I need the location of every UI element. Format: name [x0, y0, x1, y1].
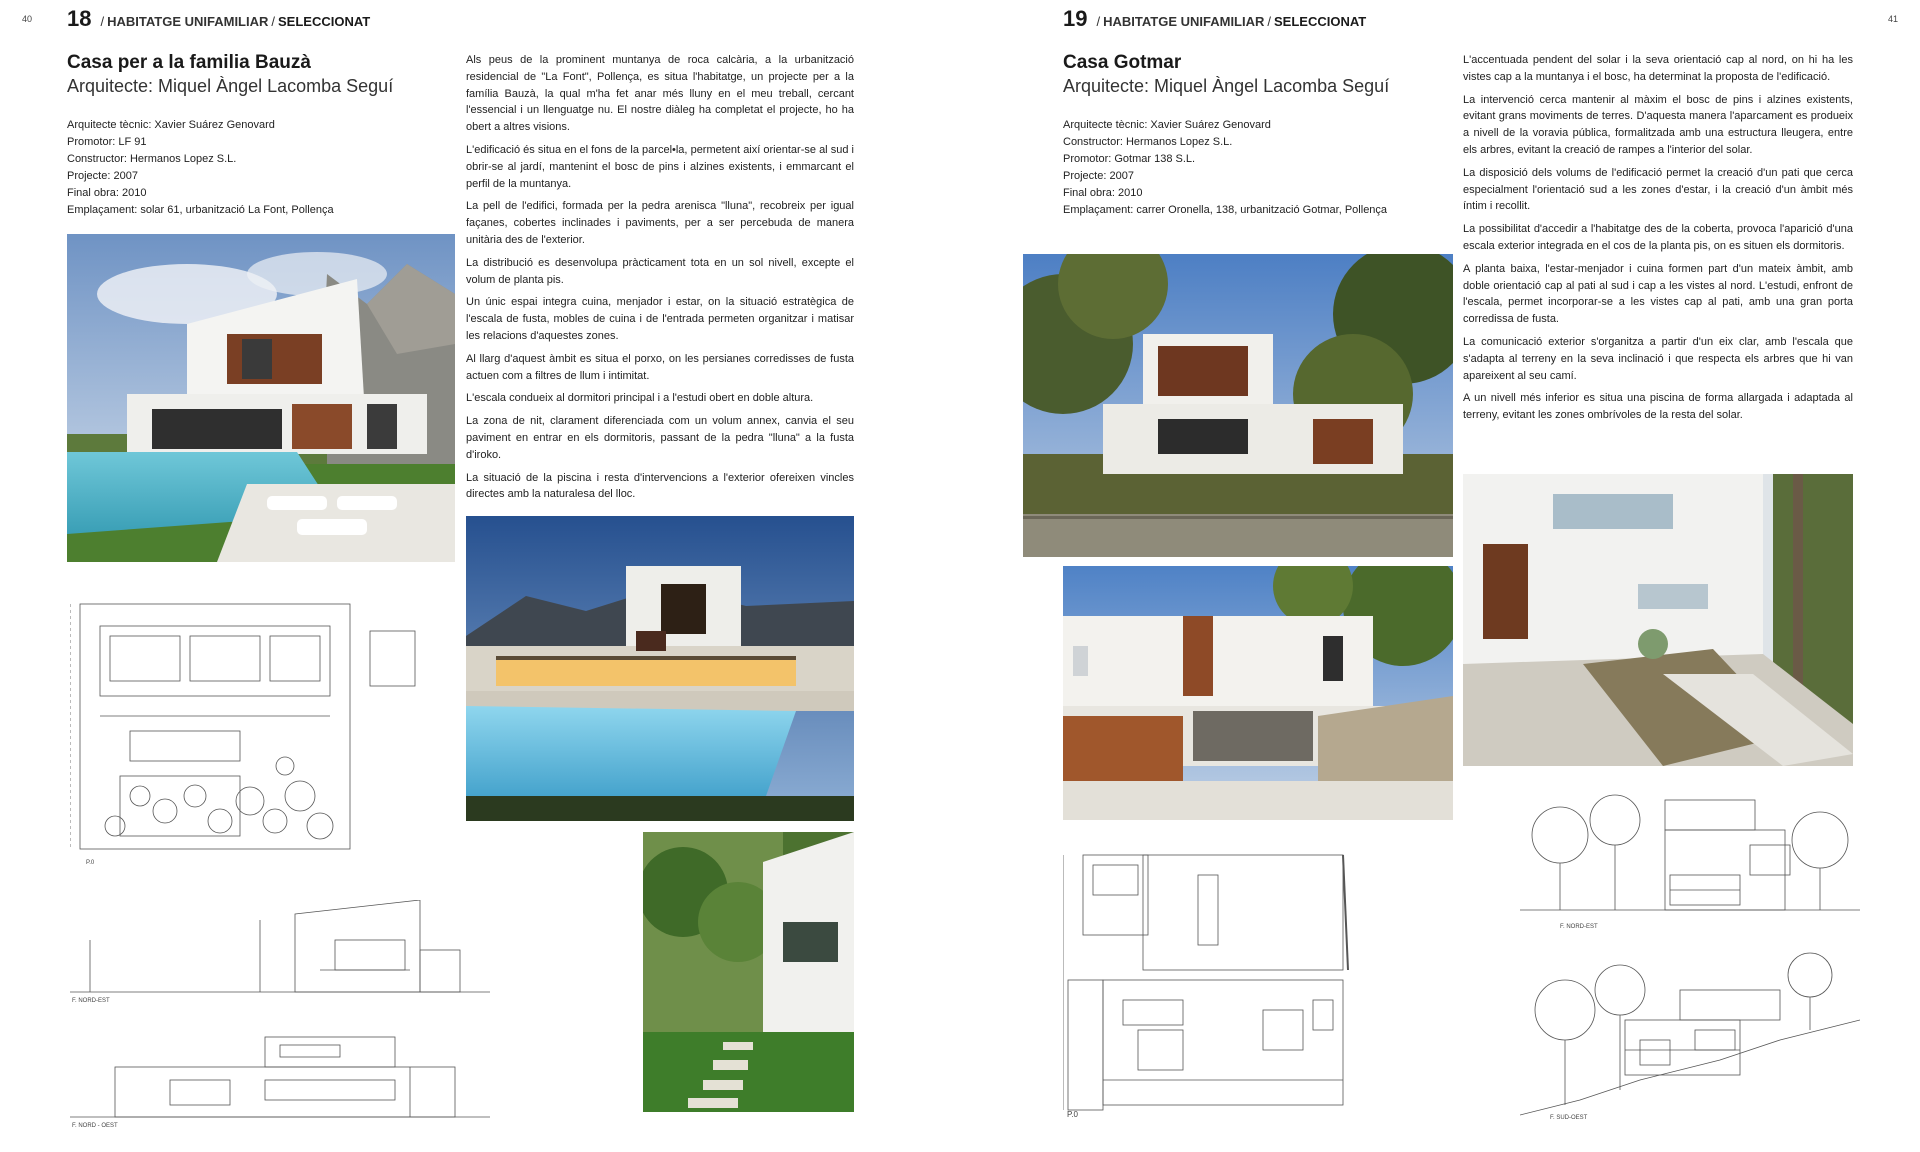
drawing-bauza-elevation-north-east [70, 900, 490, 1010]
credit-line: Promotor: LF 91 [67, 136, 147, 148]
left-project-architect: Arquitecte: Miquel Àngel Lacomba Seguí [67, 76, 394, 96]
paragraph: Un únic espai integra cuina, menjador i estar, on la situació estratègica de l'escala de fusta, mobles de cuina i de l'entrada permeten organitzar i matisar les relacions d'aquestes zones. [466, 296, 854, 342]
photo-gotmar-exterior-trees [1023, 254, 1453, 557]
right-tag: SELECCIONAT [1274, 14, 1367, 29]
paragraph: La intervenció cerca mantenir al màxim el bosc de pins i alzines existents, evitant grans moviments de terres. D'aquesta manera l'aparcament es produeix a nivell de la voravia pública, formalitzada amb una estructura lleugera, entre els arbres, evitant la creació de rampes a l'interior del solar. [1463, 93, 1853, 156]
credit-line: Constructor: Hermanos Lopez S.L. [67, 153, 237, 165]
paragraph: La pell de l'edifici, formada per la pedra arenisca "lluna", recobreix per igual façanes, cobertes inclinades i paviments, per a ser percebuda de manera unitària des de l'exterior. [466, 200, 854, 246]
photo-gotmar-stairs [1463, 474, 1853, 766]
paragraph: A un nivell més inferior es situa una piscina de forma allargada i adaptada al terreny, evitant les zones ombrívoles de la resta del solar. [1463, 392, 1853, 422]
credit-line: Emplaçament: solar 61, urbanització La Font, Pollença [67, 204, 334, 216]
credit-line: Emplaçament: carrer Oronella, 138, urbanització Gotmar, Pollença [1063, 204, 1388, 216]
paragraph: La zona de nit, clarament diferenciada com un volum annex, canvia el seu paviment en entrar en els dormitoris, passant de la pedra "lluna" a la fusta d'iroko. [466, 415, 854, 461]
right-credits [1063, 117, 1463, 219]
drawing-gotmar-elevation-south-west [1520, 950, 1860, 1125]
label-elev2-gotmar: F. SUD-OEST [1550, 1115, 1588, 1121]
label-elev1-bauza: F. NORD-EST [72, 998, 110, 1004]
credit-line: Final obra: 2010 [1063, 187, 1143, 199]
paragraph: La disposició dels volums de l'edificació permet la creació d'un pati que cerca especialment l'orientació sud a les zones d'estar, i la creació d'un àmbit més íntim i recollit. [1463, 166, 1853, 213]
paragraph: La comunicació exterior s'organitza a partir d'un eix clar, amb l'escala que s'adapta al terreny en la seva inclinació i que respecta els arbres que hi van apareixent al seu camí. [1463, 335, 1853, 382]
drawing-gotmar-elevation-north-east [1520, 790, 1860, 935]
photo-gotmar-courtyard [1063, 566, 1453, 820]
left-body-text [466, 52, 854, 509]
left-page-number: 40 [22, 14, 33, 24]
right-header: 19 / HABITATGE UNIFAMILIAR / SELECCIONAT [1063, 6, 1367, 31]
paragraph: La distribució es desenvolupa pràcticament tota en un sol nivell, excepte el volum de planta pis. [466, 256, 854, 286]
credit-line: Promotor: Gotmar 138 S.L. [1063, 153, 1196, 165]
label-elev1-gotmar: F. NORD-EST [1560, 924, 1598, 930]
paragraph: A planta baixa, l'estar-menjador i cuina formen part d'un mateix àmbit, amb doble orientació cap al pati al sud i cap a les vistes al nord. L'estudi, enfront de l'escala, permet incorporar-se a les vistes cap al pati, amb una gran porta corredissa de fusta. [1463, 262, 1853, 326]
photo-bauza-night-pool [466, 516, 854, 821]
credit-line: Projecte: 2007 [67, 170, 138, 182]
left-category: HABITATGE UNIFAMILIAR [107, 14, 269, 29]
right-category: HABITATGE UNIFAMILIAR [1103, 14, 1265, 29]
label-elev2-bauza: F. NORD - OEST [72, 1123, 118, 1129]
drawing-bauza-floor-plan [70, 596, 430, 868]
paragraph: Als peus de la prominent muntanya de roca calcària, a la urbanització residencial de "La Font", Pollença, es situa l'habitatge, un projecte per a la família Bauzà, la qual m'ha fet anar més lluny en el meu treball, cercant l'essencial i un llenguatge nu. El nostre diàleg ha completat el projecte, ho ha obert a altres visions. [466, 54, 854, 134]
right-page-number: 41 [1888, 14, 1899, 24]
right-project-heading [1063, 52, 1443, 97]
credit-line: Arquitecte tècnic: Xavier Suárez Genovard [1063, 119, 1271, 131]
paragraph: L'escala condueix al dormitori principal i a l'estudi obert en doble altura. [466, 392, 814, 405]
credit-line: Constructor: Hermanos Lopez S.L. [1063, 136, 1233, 148]
drawing-bauza-elevation-north-west [70, 1025, 490, 1135]
right-project-title: Casa Gotmar [1063, 52, 1182, 73]
left-project-heading [67, 52, 447, 97]
left-project-title: Casa per a la familia Bauzà [67, 52, 311, 73]
right-project-architect: Arquitecte: Miquel Àngel Lacomba Seguí [1063, 76, 1390, 96]
right-section-number: 19 [1063, 6, 1088, 31]
photo-bauza-garden-path [643, 832, 854, 1112]
photo-bauza-day-pool [67, 234, 455, 562]
left-tag: SELECCIONAT [278, 14, 371, 29]
left-header: 18 / HABITATGE UNIFAMILIAR / SELECCIONAT [67, 6, 371, 31]
paragraph: La possibilitat d'accedir a l'habitatge des de la coberta, provoca l'aparició d'una escala exterior integrada en el cos de la planta pis, on es situen els dormitoris. [1463, 223, 1853, 252]
right-body-text [1463, 52, 1853, 430]
left-credits [67, 117, 447, 219]
label-plan-gotmar: P.0 [1067, 1110, 1078, 1119]
paragraph: L'edificació és situa en el fons de la parcel•la, permetent així orientar-se al sud i obrir-se al jardí, mantenint el bosc de pins i alzines existents, i emmarcant el perfil de la muntanya. [466, 143, 854, 190]
left-section-number: 18 [67, 6, 92, 31]
paragraph: Al llarg d'aquest àmbit es situa el porxo, on les persianes corredisses de fusta actuen com a filtres de llum i intimitat. [466, 352, 854, 382]
credit-line: Arquitecte tècnic: Xavier Suárez Genovard [67, 119, 275, 131]
paragraph: La situació de la piscina i resta d'intervencions a l'exterior ofereixen vincles directes amb la naturalesa del lloc. [466, 471, 854, 501]
drawing-gotmar-floor-plan [1063, 850, 1393, 1120]
credit-line: Final obra: 2010 [67, 187, 147, 199]
label-plan-bauza: P.0 [86, 860, 95, 866]
paragraph: L'accentuada pendent del solar i la seva orientació cap al nord, on hi ha les vistes cap a la muntanya i el bosc, ha determinat la proposta de l'edificació. [1463, 54, 1853, 83]
credit-line: Projecte: 2007 [1063, 170, 1134, 182]
